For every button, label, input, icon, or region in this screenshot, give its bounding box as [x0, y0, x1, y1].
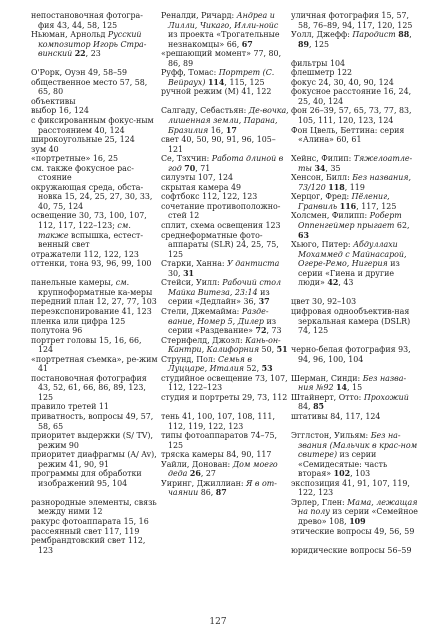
entry-text: см. также фокусное рас-стояние	[31, 163, 134, 183]
index-entry	[161, 202, 289, 221]
entry-text: Стели, Джемайма:	[161, 306, 242, 316]
entry-text: ручной режим (M) 41, 122	[161, 87, 272, 97]
index-column-right	[291, 11, 419, 555]
index-entry	[161, 393, 289, 403]
entry-text: Хьюго, Питер:	[291, 240, 354, 250]
entry-text: , 43	[338, 278, 354, 288]
entry-title-italic: Рабочий стол Майка Витеза, 23:14	[168, 278, 282, 297]
entry-title-italic: Без названия, 73/120	[298, 173, 412, 192]
index-entry	[161, 192, 289, 202]
entry-text: «решающий момент» 77, 80, 86, 89	[161, 49, 282, 68]
index-entry	[291, 240, 419, 288]
entry-title-italic: Абдуллахи Мохаммед с Майнасарой, Огере-Ремо, Нигерия	[298, 240, 407, 269]
entry-text: сплит, схема освещения 123	[161, 221, 281, 231]
index-entry	[161, 11, 289, 49]
entry-text: , 73	[266, 326, 282, 336]
entry-page-bold: 116	[339, 201, 357, 211]
entry-text: отражатели 112, 122, 123	[31, 249, 139, 259]
entry-title-italic: Роберт Оппенгеймер прыгает	[298, 211, 402, 231]
entry-title-italic: У дантиста	[227, 259, 280, 269]
index-entry	[31, 317, 159, 327]
entry-text: Эгглстон, Уильям:	[291, 431, 371, 441]
entry-text: фон 26–39, 57, 65, 73, 77, 83, 105, 111, 120, 123, 124	[291, 106, 412, 126]
entry-text: , 125	[308, 39, 330, 49]
entry-title-italic: Я в от-чаянии	[168, 478, 277, 498]
index-entry	[161, 154, 289, 173]
page-number: 127	[209, 617, 227, 627]
entry-page-bold: 72	[255, 326, 267, 336]
entry-page-bold: 34	[314, 163, 326, 173]
index-entry	[291, 126, 419, 145]
entry-title-italic: Портрет (С. Вейраух)	[168, 68, 275, 87]
index-entry	[31, 250, 159, 260]
entry-text: Уайли, Донован:	[161, 459, 233, 469]
entry-title-italic: см.	[115, 278, 130, 288]
entry-text: тень 41, 100, 107, 108, 111, 112, 119, 122, 123	[161, 411, 275, 431]
entry-page-bold: 70	[184, 163, 196, 173]
index-entry	[161, 355, 289, 374]
entry-page-bold: 89	[298, 39, 309, 49]
entry-text: окружающая среда, обста-новка 15, 24, 25, 27, 30, 33, 40, 75, 124	[31, 182, 153, 211]
index-entry	[291, 479, 419, 498]
entry-title-italic: Работа длиной в год	[168, 154, 284, 173]
index-entry	[291, 374, 419, 393]
entry-text: общественное место 57, 58, 65, 80	[31, 77, 148, 97]
index-entry	[161, 278, 289, 307]
index-entry	[31, 355, 159, 374]
entry-title-italic: Тяжелоатле-ты	[298, 154, 413, 173]
entry-text: из серии «Дедлайн» 36,	[168, 287, 270, 307]
entry-text: цвет 30, 92–103	[291, 297, 357, 307]
entry-text: , 35	[325, 163, 341, 173]
entry-text: , 119	[344, 182, 365, 192]
index-entry	[161, 431, 289, 450]
entry-text: панельные камеры,	[31, 278, 116, 288]
entry-text: зум 40	[31, 144, 59, 154]
entry-text: рембрандтовский свет 112, 123	[31, 536, 146, 555]
entry-text: постановочная фотография 43, 52, 61, 66, 86, 89, 123, 125	[31, 373, 147, 402]
entry-text: черно-белая фотография 93, 94, 96, 100, 104	[291, 345, 411, 364]
entry-text: Струнд, Пол:	[161, 354, 219, 364]
entry-text: , 115, 125	[224, 77, 265, 87]
entry-text: портрет головы 15, 16, 66, 124	[31, 335, 142, 355]
index-entry	[31, 402, 159, 412]
index-entry	[291, 527, 419, 537]
entry-page-bold: 114	[207, 77, 225, 87]
entry-title-italic: Разде-вание, Номер 5, Дилер	[168, 306, 269, 326]
entry-text: оттенки, тона 93, 96, 99, 100	[31, 259, 152, 269]
index-entry	[31, 183, 159, 212]
index-entry	[291, 431, 419, 479]
index-entry	[31, 164, 159, 183]
index-entry	[31, 374, 159, 403]
index-entry	[291, 307, 419, 336]
entry-page-bold: 37	[258, 297, 270, 307]
entry-text: «портретная съемка», ре-жим 41	[31, 354, 158, 374]
entry-text: О'Рорк, Оуэн 49, 58–59	[31, 68, 128, 78]
entry-text: разнородные элементы, связь между ними 12	[31, 497, 157, 517]
entry-text: из проекта «Трогательные незнакомцы» 66,	[168, 30, 280, 49]
entry-title-italic: Мама, лежащая на полу	[298, 497, 418, 517]
entry-text: Хейнс, Филип:	[291, 154, 354, 164]
index-entry	[161, 259, 289, 278]
index-entry	[161, 173, 289, 183]
entry-text: 52,	[244, 364, 262, 374]
entry-text: 30,	[168, 268, 184, 278]
entry-page-bold: 88	[398, 30, 410, 40]
entry-text: с фиксированным фокус-ным расстоянием 40, 124	[31, 116, 154, 135]
entry-text: цифровая однообъектив-ная зеркальная камера (DSLR) 74, 125	[291, 306, 411, 336]
entry-page-bold: 14	[336, 383, 348, 393]
index-entry	[161, 336, 289, 355]
entry-text: приоритет диафрагмы (A/ Av), режим 41, 90, 91	[31, 450, 157, 469]
index-entry	[31, 30, 159, 59]
entry-text: Салгаду, Себастьян:	[161, 106, 249, 116]
entry-text: уличная фотография 15, 57, 58, 76–89, 94, 117, 120, 125	[291, 11, 413, 30]
entry-text: из серии «Семидесятые: часть вторая»	[298, 450, 388, 479]
index-entry	[161, 135, 289, 154]
entry-page-bold: 42	[327, 278, 339, 288]
index-entry	[291, 192, 419, 211]
index-column-middle	[161, 11, 289, 498]
index-entry	[291, 11, 419, 30]
index-entry	[161, 479, 289, 498]
entry-page-bold: 26	[189, 469, 201, 479]
index-entry	[31, 106, 159, 116]
entry-page-bold: 118	[328, 182, 345, 192]
index-entry	[31, 431, 159, 450]
entry-page-bold: 102	[333, 469, 351, 479]
entry-text: Холсмен, Филипп:	[291, 211, 370, 221]
index-entry	[291, 498, 419, 527]
entry-text: рассеянный свет 117, 119	[31, 526, 140, 536]
entry-text: силуэты 107, 124	[161, 173, 234, 183]
index-entry	[161, 221, 289, 231]
entry-text: этические вопросы 49, 56, 59	[291, 526, 415, 536]
index-entry	[291, 68, 419, 78]
index-entry	[291, 546, 419, 556]
index-entry	[31, 336, 159, 355]
entry-text: 50,	[259, 345, 277, 355]
index-entry	[161, 183, 289, 193]
entry-text: из серии «Семейное древо» 108,	[298, 507, 418, 526]
entry-text: Стейси, Уилл:	[161, 278, 223, 288]
index-entry	[31, 145, 159, 155]
entry-text: 86,	[198, 488, 216, 498]
entry-text: ,	[409, 30, 412, 40]
entry-text: Старки, Ханна:	[161, 259, 228, 269]
entry-text: софтбокс 112, 122, 123	[161, 192, 258, 202]
entry-text: полутона 96	[31, 326, 83, 336]
entry-page-bold: 17	[225, 125, 237, 135]
entry-text: Уолл, Джефф:	[291, 30, 353, 40]
entry-text: Херцог, Фред:	[291, 192, 352, 202]
index-entry	[31, 517, 159, 527]
index-entry	[31, 154, 159, 164]
entry-title-italic: Кань-он-Кантри, Калифорния	[168, 335, 281, 355]
entry-text: , 103	[350, 469, 371, 479]
index-entry	[31, 297, 159, 307]
entry-text: тряска камеры 84, 90, 117	[161, 450, 272, 460]
index-entry	[291, 154, 419, 173]
entry-page-bold: 53	[261, 364, 273, 374]
entry-text: Ньюман, Арнольд	[31, 30, 108, 40]
entry-text: 62,	[394, 221, 410, 231]
index-entry	[31, 97, 159, 107]
entry-text: передний план 12, 27, 77, 103	[31, 297, 157, 307]
entry-title-italic: Прохожий	[363, 392, 409, 402]
entry-text: из серии «Гиена и другие люди»	[298, 259, 400, 288]
index-entry	[31, 412, 159, 431]
entry-text: фокусное расстояние 16, 24, 25, 40, 124	[291, 87, 412, 106]
index-entry	[161, 374, 289, 393]
index-entry	[291, 211, 419, 240]
index-entry	[161, 231, 289, 260]
entry-page-bold: 67	[241, 39, 253, 49]
index-entry	[161, 87, 289, 97]
entry-text: правило третей 11	[31, 402, 109, 412]
index-entry	[291, 59, 419, 69]
entry-text: Реналди, Ричард:	[161, 11, 237, 20]
entry-text: сочетание противоположно-стей 12	[161, 201, 281, 221]
entry-text: , 117, 125	[356, 201, 397, 211]
entry-page-bold: 85	[313, 402, 325, 412]
entry-text: , 23	[85, 49, 101, 59]
index-entry	[31, 498, 159, 517]
entry-text: Уиринг, Джиллиан:	[161, 478, 247, 488]
index-entry	[31, 469, 159, 488]
entry-text: программы для обработки изображений 95, 104	[31, 469, 142, 488]
entry-text: скрытая камера 49	[161, 182, 241, 192]
entry-text: Фон Цвель, Беттина: серия «Алина» 60, 61	[291, 125, 405, 145]
entry-text: приоритет выдержки (S/ TV), режим 90	[31, 431, 153, 450]
index-entry	[161, 412, 289, 431]
index-entry	[31, 536, 159, 555]
entry-text: Стернфелд, Джоэл:	[161, 335, 246, 345]
entry-text: типы фотоаппаратов 74–75, 125	[161, 431, 277, 450]
index-entry	[31, 78, 159, 97]
index-entry	[291, 412, 419, 422]
index-entry	[291, 106, 419, 125]
entry-text: , 15	[347, 383, 363, 393]
entry-text: экспозиция 41, 91, 107, 119, 122, 123	[291, 478, 410, 498]
index-entry	[31, 527, 159, 537]
entry-title-italic: Семья в Луццаре, Италия	[168, 354, 252, 374]
entry-text: Шерман, Синди:	[291, 373, 363, 383]
entry-title-italic: Пародист	[352, 30, 396, 40]
entry-text: вспышка, естест-венный свет	[38, 230, 144, 250]
entry-page-bold: 31	[183, 268, 195, 278]
entry-text: студийное освещение 73, 107, 112, 122–123	[161, 373, 288, 393]
entry-title-italic: Андреа и Лилли, Чикаго, Илли-нойс	[168, 11, 279, 30]
index-entry	[31, 326, 159, 336]
entry-text: приватность, вопросы 49, 57, 58, 65	[31, 411, 154, 431]
entry-text: фильтры 104	[291, 58, 346, 68]
entry-text: Руфф, Томас:	[161, 68, 219, 78]
index-entry	[291, 30, 419, 49]
entry-text: свет 40, 50, 90, 91, 96, 105–121	[161, 135, 276, 154]
entry-title-italic: Русский композитор Игорь Стра-винский	[38, 30, 147, 59]
entry-text: Эрлер, Глен:	[291, 497, 348, 507]
index-entry	[31, 259, 159, 269]
index-entry	[31, 450, 159, 469]
entry-title-italic: Дом моего деда	[168, 459, 278, 479]
entry-text: фокус 24, 30, 40, 90, 124	[291, 77, 394, 87]
entry-text: пленка или цифра 125	[31, 316, 126, 326]
entry-title-italic: Без назва-ния №92	[298, 373, 407, 393]
entry-text: крупноформатные ка-меры	[38, 287, 153, 297]
index-column-left	[31, 11, 159, 555]
entry-text: , 27	[200, 469, 216, 479]
entry-page-bold: 51	[276, 345, 288, 355]
index-entry	[161, 106, 289, 135]
entry-page-bold: 109	[349, 516, 366, 526]
index-entry	[291, 393, 419, 412]
index-entry	[291, 173, 419, 192]
index-entry	[31, 116, 159, 135]
index-entry	[291, 345, 419, 364]
entry-text: среднеформатные фото-аппараты (SLR) 24, 25, 75, 125	[161, 230, 279, 259]
index-entry	[161, 307, 289, 336]
entry-title-italic: Без на-звания (Мальчик в крас-ном свитере)	[298, 431, 418, 460]
entry-title-italic: см. также	[38, 221, 131, 240]
index-entry	[291, 87, 419, 106]
entry-text: , 71	[195, 163, 211, 173]
index-entry	[31, 278, 159, 297]
entry-text: Штайнерт, Отто:	[291, 392, 364, 402]
entry-text: объективы	[31, 96, 76, 106]
entry-page-bold: 22	[74, 49, 86, 59]
entry-text: непостановочная фотогра-фия 43, 44, 58, 125	[31, 11, 143, 30]
index-entry	[31, 68, 159, 78]
entry-text: широкоугольные 25, 124	[31, 135, 135, 145]
index-entry	[31, 211, 159, 249]
entry-text: штативы 84, 117, 124	[291, 411, 381, 421]
index-entry	[161, 68, 289, 87]
index-entry	[31, 11, 159, 30]
index-entry	[161, 460, 289, 479]
entry-text: освещение 30, 73, 100, 107, 112, 117, 122–123;	[31, 211, 147, 231]
index-entry	[291, 78, 419, 88]
index-entry	[161, 450, 289, 460]
entry-title-italic: Де-вочка, лишенная земли, Парана, Бразилия	[168, 106, 289, 135]
entry-text: выбор 16, 124	[31, 106, 89, 116]
entry-text: 16,	[208, 125, 226, 135]
entry-text: «портретные» 16, 25	[31, 154, 118, 164]
index-entry	[31, 307, 159, 317]
entry-page-bold: 63	[298, 230, 309, 240]
entry-text: Хенсон, Билл:	[291, 173, 353, 183]
entry-title-italic: Пёлениг, Гранвиль	[298, 192, 390, 211]
entry-text: переэкспонирование 41, 123	[31, 306, 152, 316]
entry-text: Се, Тэхчин:	[161, 154, 212, 164]
entry-text: флешметр 122	[291, 68, 352, 78]
index-entry	[291, 297, 419, 307]
entry-page-bold: 87	[215, 488, 227, 498]
entry-text: 84,	[298, 402, 314, 412]
index-entry	[31, 135, 159, 145]
entry-text: студия и портреты 29, 73, 112	[161, 392, 288, 402]
entry-text: ракурс фотоаппарата 15, 16	[31, 516, 149, 526]
entry-text: из серии «Раздевание»	[168, 316, 277, 336]
index-entry	[161, 49, 289, 68]
entry-text: юридические вопросы 56–59	[291, 545, 412, 555]
